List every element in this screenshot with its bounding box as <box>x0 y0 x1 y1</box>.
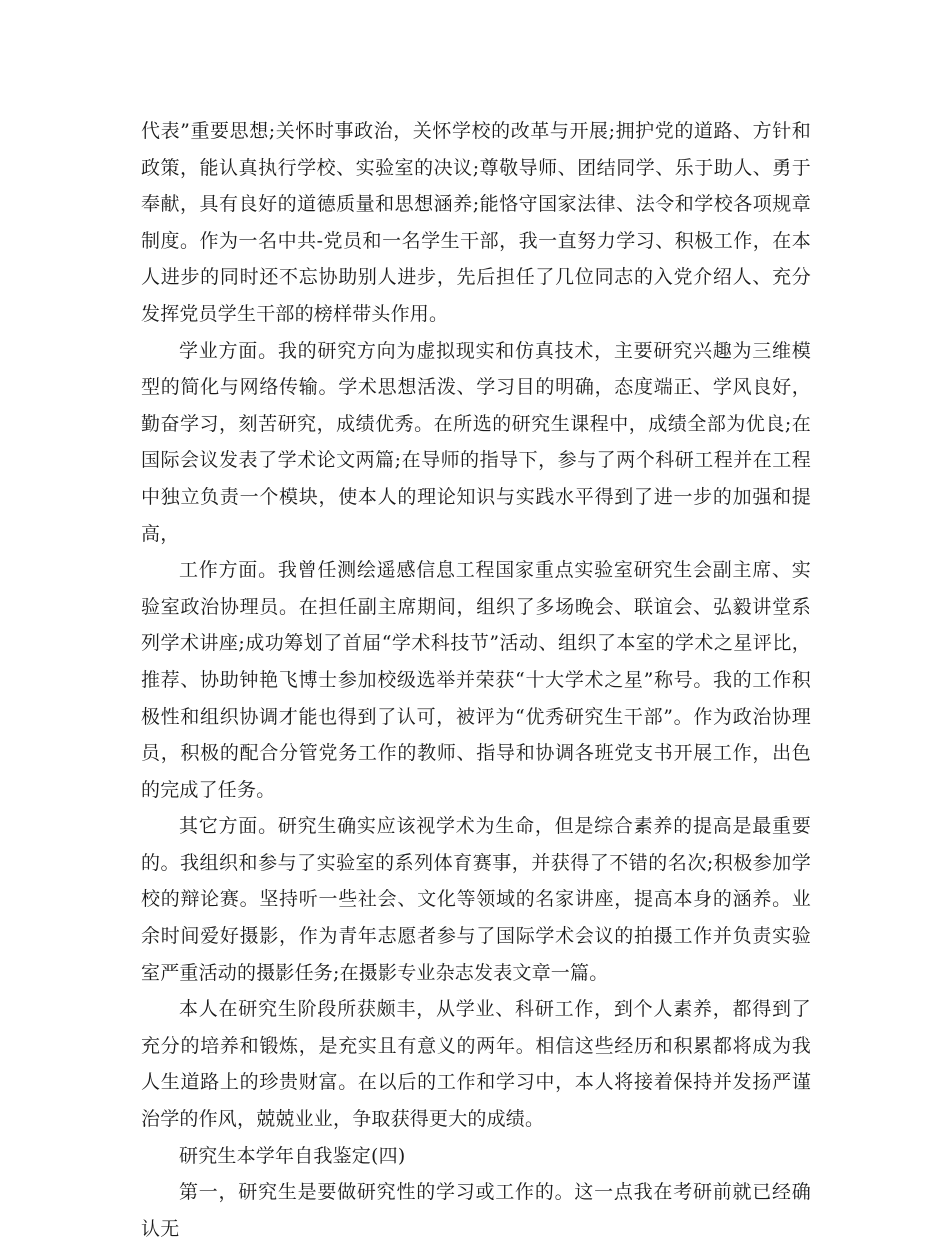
paragraph-academics: 学业方面。我的研究方向为虚拟现实和仿真技术，主要研究兴趣为三维模型的简化与网络传输。学术思想活泼、学习目的明确，态度端正、学风良好，勤奋学习，刻苦研究，成绩优秀。在所选的研究生课程中，成绩全部为优良;在国际会议发表了学术论文两篇;在导师的指导下，参与了两个科研工程并在工程中独立负责一个模块，使本人的理论知识与实践水平得到了进一步的加强和提高， <box>141 339 811 545</box>
paragraph-work: 工作方面。我曾任测绘遥感信息工程国家重点实验室研究生会副主席、实验室政治协理员。在担任副主席期间，组织了多场晚会、联谊会、弘毅讲堂系列学术讲座;成功筹划了首届“学术科技节”活动、组织了本室的学术之星评比，推荐、协助钟艳飞博士参加校级选举并荣获“十大学术之星”称号。我的工作积极性和组织协调才能也得到了认可，被评为“优秀研究生干部”。作为政治协理员，积极的配合分管党务工作的教师、指导和协调各班党支书开展工作，出色的完成了任务。 <box>141 559 811 801</box>
paragraph-summary: 本人在研究生阶段所获颇丰，从学业、科研工作，到个人素养，都得到了充分的培养和锻炼，是充实且有意义的两年。相信这些经历和积累都将成为我人生道路上的珍贵财富。在以后的工作和学习中，本人将接着保持并发扬严谨治学的作风，兢兢业业，争取获得更大的成绩。 <box>141 998 811 1131</box>
paragraph-first-point: 第一，研究生是要做研究性的学习或工作的。这一点我在考研前就已经确认无 <box>141 1181 811 1240</box>
section-heading: 研究生本学年自我鉴定(四) <box>179 1144 406 1167</box>
paragraph-political-conduct: 代表”重要思想;关怀时事政治，关怀学校的改革与开展;拥护党的道路、方针和政策，能认真执行学校、实验室的决议;尊敬导师、团结同学、乐于助人、勇于奉献，具有良好的道德质量和思想涵养;能恪守国家法律、法令和学校各项规章制度。作为一名中共-党员和一名学生干部，我一直努力学习、积极工作，在本人进步的同时还不忘协助别人进步，先后担任了几位同志的入党介绍人、充分发挥党员学生干部的榜样带头作用。 <box>141 120 811 325</box>
paragraph-other: 其它方面。研究生确实应该视学术为生命，但是综合素养的提高是最重要的。我组织和参与了实验室的系列体育赛事，并获得了不错的名次;积极参加学校的辩论赛。坚持听一些社会、文化等领域的名家讲座，提高本身的涵养。业余时间爱好摄影，作为青年志愿者参与了国际学术会议的拍摄工作并负责实验室严重活动的摄影任务;在摄影专业杂志发表文章一篇。 <box>141 815 811 984</box>
document-body <box>141 113 811 1247</box>
